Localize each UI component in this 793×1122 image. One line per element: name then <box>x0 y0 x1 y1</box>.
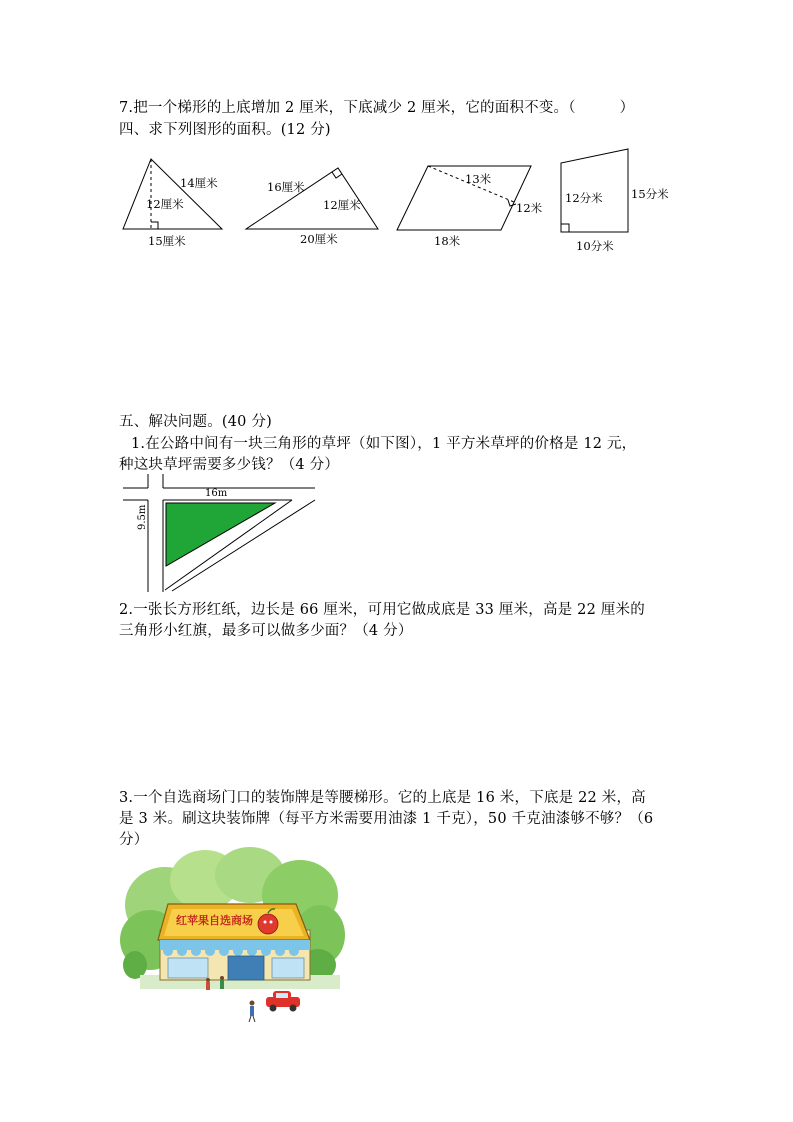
shop-sign-text: 红苹果自选商场 <box>176 914 253 927</box>
window-left <box>168 958 208 978</box>
triangle-base-label: 15厘米 <box>148 234 186 248</box>
lawn-top-label: 16m <box>205 488 228 499</box>
problem-1-line-1: 1.在公路中间有一块三角形的草坪（如下图），1 平方米草坪的价格是 12 元， <box>131 436 637 452</box>
trapezoid-base-label: 10分米 <box>576 239 614 253</box>
trapezoid-right-label: 15分米 <box>631 187 669 201</box>
parallelogram-base-label: 18米 <box>434 234 461 248</box>
lawn-side-label: 9.5m <box>137 504 148 530</box>
parallelogram-height-label: 12米 <box>516 201 543 215</box>
problem-2-line-2: 三角形小红旗，最多可以做多少面？（4 分） <box>119 623 413 639</box>
section-4-title: 四、求下列图形的面积。(12 分) <box>119 122 331 138</box>
problem-3-line-3: 分） <box>119 832 149 848</box>
red-car <box>266 991 300 1012</box>
question-7-text: 7.把一个梯形的上底增加 2 厘米，下底减少 2 厘米，它的面积不变。（ <box>119 100 576 116</box>
section-5-title: 五、解决问题。(40 分) <box>119 414 272 430</box>
window-right <box>272 958 304 978</box>
shop-door <box>228 956 264 980</box>
right-triangle-leg-label: 16厘米 <box>267 180 305 194</box>
right-triangle-height-label: 12厘米 <box>323 198 361 212</box>
problem-3-line-1: 3.一个自选商场门口的装饰牌是等腰梯形。它的上底是 16 米，下底是 22 米，高 <box>119 790 646 806</box>
right-triangle-base-label: 20厘米 <box>300 232 338 246</box>
question-7-close: ） <box>619 100 635 116</box>
problem-2-line-1: 2.一张长方形红纸，边长是 66 厘米，可用它做成底是 33 厘米，高是 22 厘米的 <box>119 602 645 618</box>
problem-3-line-2: 是 3 米。刷这块装饰牌（每平方米需要用油漆 1 千克），50 千克油漆够不够？（6 <box>119 811 654 827</box>
parallelogram-side-label: 13米 <box>465 172 492 186</box>
problem-1-line-2: 种这块草坪需要多少钱？（4 分） <box>119 457 340 473</box>
trapezoid-left-label: 12分米 <box>565 191 603 205</box>
apple-mascot <box>258 914 278 934</box>
triangle-side-label: 14厘米 <box>180 176 218 190</box>
triangle-height-label: 12厘米 <box>146 197 184 211</box>
